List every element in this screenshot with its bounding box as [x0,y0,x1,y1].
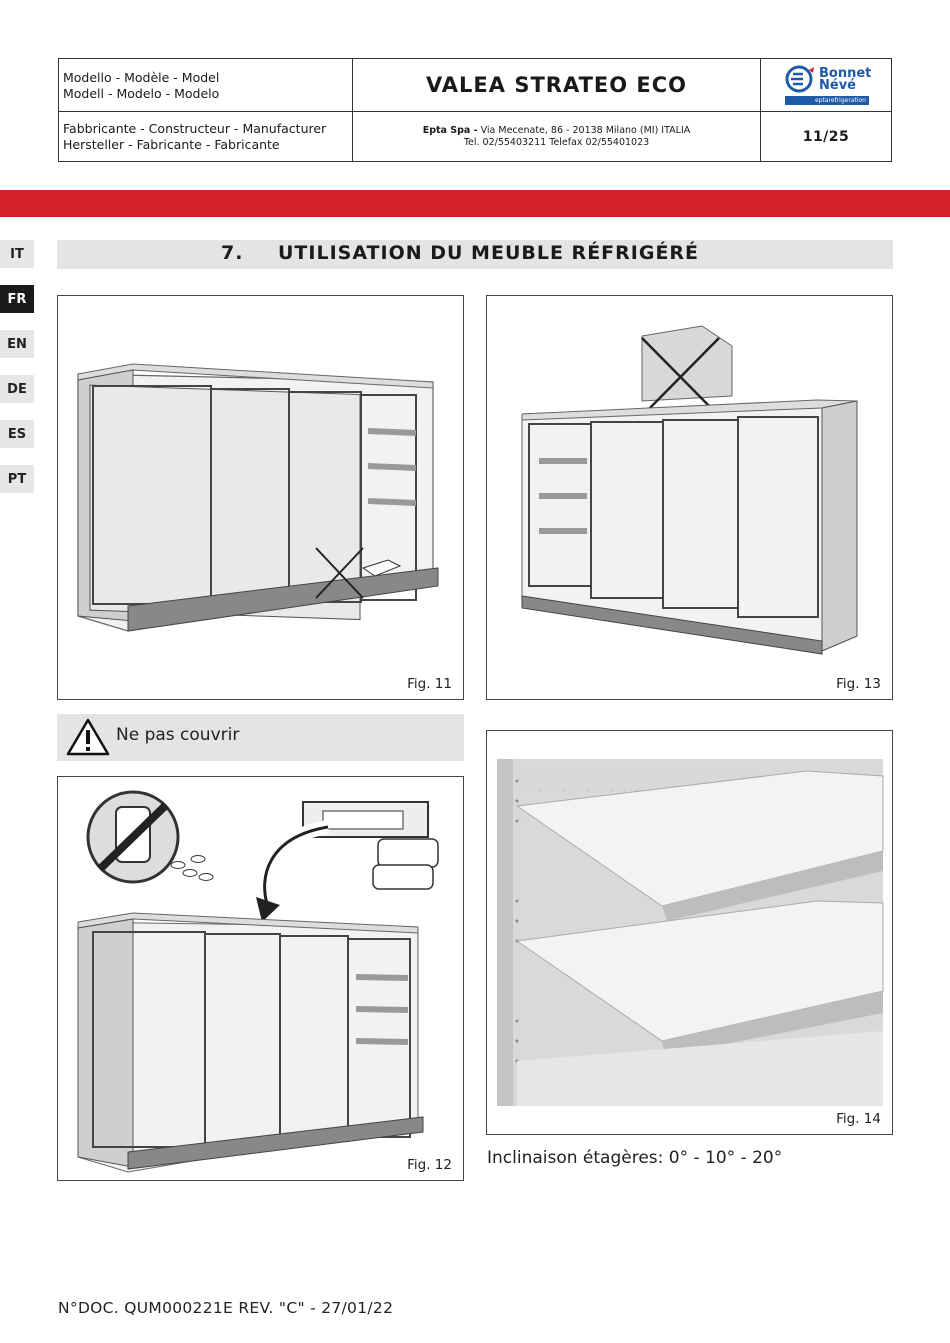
logo-text-neve: Névé [819,78,856,93]
lang-tab-es[interactable]: ES [0,420,34,448]
company-info [353,112,761,161]
company-address: Via Mecenate, 86 - 20138 Milano (MI) ITALIA [477,125,691,136]
red-divider-band [0,190,950,217]
bonnet-neve-logo [783,64,872,106]
figure-12 [57,776,464,1181]
inclined-shelves-photo [487,731,892,1134]
warning-triangle-icon [66,717,110,757]
shelf-inclination-caption: Inclinaison étagères: 0° - 10° - 20° [487,1148,783,1168]
figure-13 [486,295,893,700]
manufacturer-label-line1: Fabbricante - Constructeur - Manufacturer [63,121,327,136]
section-heading [57,240,893,269]
cabinet-top-no-cover-illustration [487,296,892,699]
manufacturer-label-cell [59,112,353,161]
logo-mark-icon [783,64,817,94]
logo-text-bonnet: Bonnet [819,66,872,81]
figure-14 [486,730,893,1135]
section-number: 7. [221,242,244,264]
model-label-line1: Modello - Modèle - Model [63,70,220,85]
document-header [58,58,892,162]
section-title: UTILISATION DU MEUBLE RÉFRIGÉRÉ [278,242,700,264]
refrigerated-cabinet-illustration [58,296,463,699]
model-label-cell [59,59,353,112]
document-footer: N°DOC. QUM000221E REV. "C" - 27/01/22 [58,1299,394,1317]
warning-text: Ne pas couvrir [116,725,240,745]
company-phone: Tel. 02/55403211 Telefax 02/55401023 [463,137,650,148]
figure-13-label: Fig. 13 [836,676,881,692]
cabinet-no-objects-on-top-illustration [58,777,463,1180]
page-number: 11/25 [802,128,850,145]
logo-cell [761,59,891,112]
lang-tab-en[interactable]: EN [0,330,34,358]
figure-11-label: Fig. 11 [407,676,452,692]
model-title: VALEA STRATEO ECO [353,59,761,112]
lang-tab-it[interactable]: IT [0,240,34,268]
company-name: Epta Spa - [422,125,478,136]
lang-tab-fr[interactable]: FR [0,285,34,313]
lang-tab-de[interactable]: DE [0,375,34,403]
figure-11 [57,295,464,700]
model-label-line2: Modell - Modelo - Modelo [63,86,220,101]
logo-tagline: eptarefrigeration [785,96,869,105]
figure-12-label: Fig. 12 [407,1157,452,1173]
manufacturer-label-line2: Hersteller - Fabricante - Fabricante [63,137,280,152]
figure-14-label: Fig. 14 [836,1111,881,1127]
warning-banner [57,714,464,761]
lang-tab-pt[interactable]: PT [0,465,34,493]
